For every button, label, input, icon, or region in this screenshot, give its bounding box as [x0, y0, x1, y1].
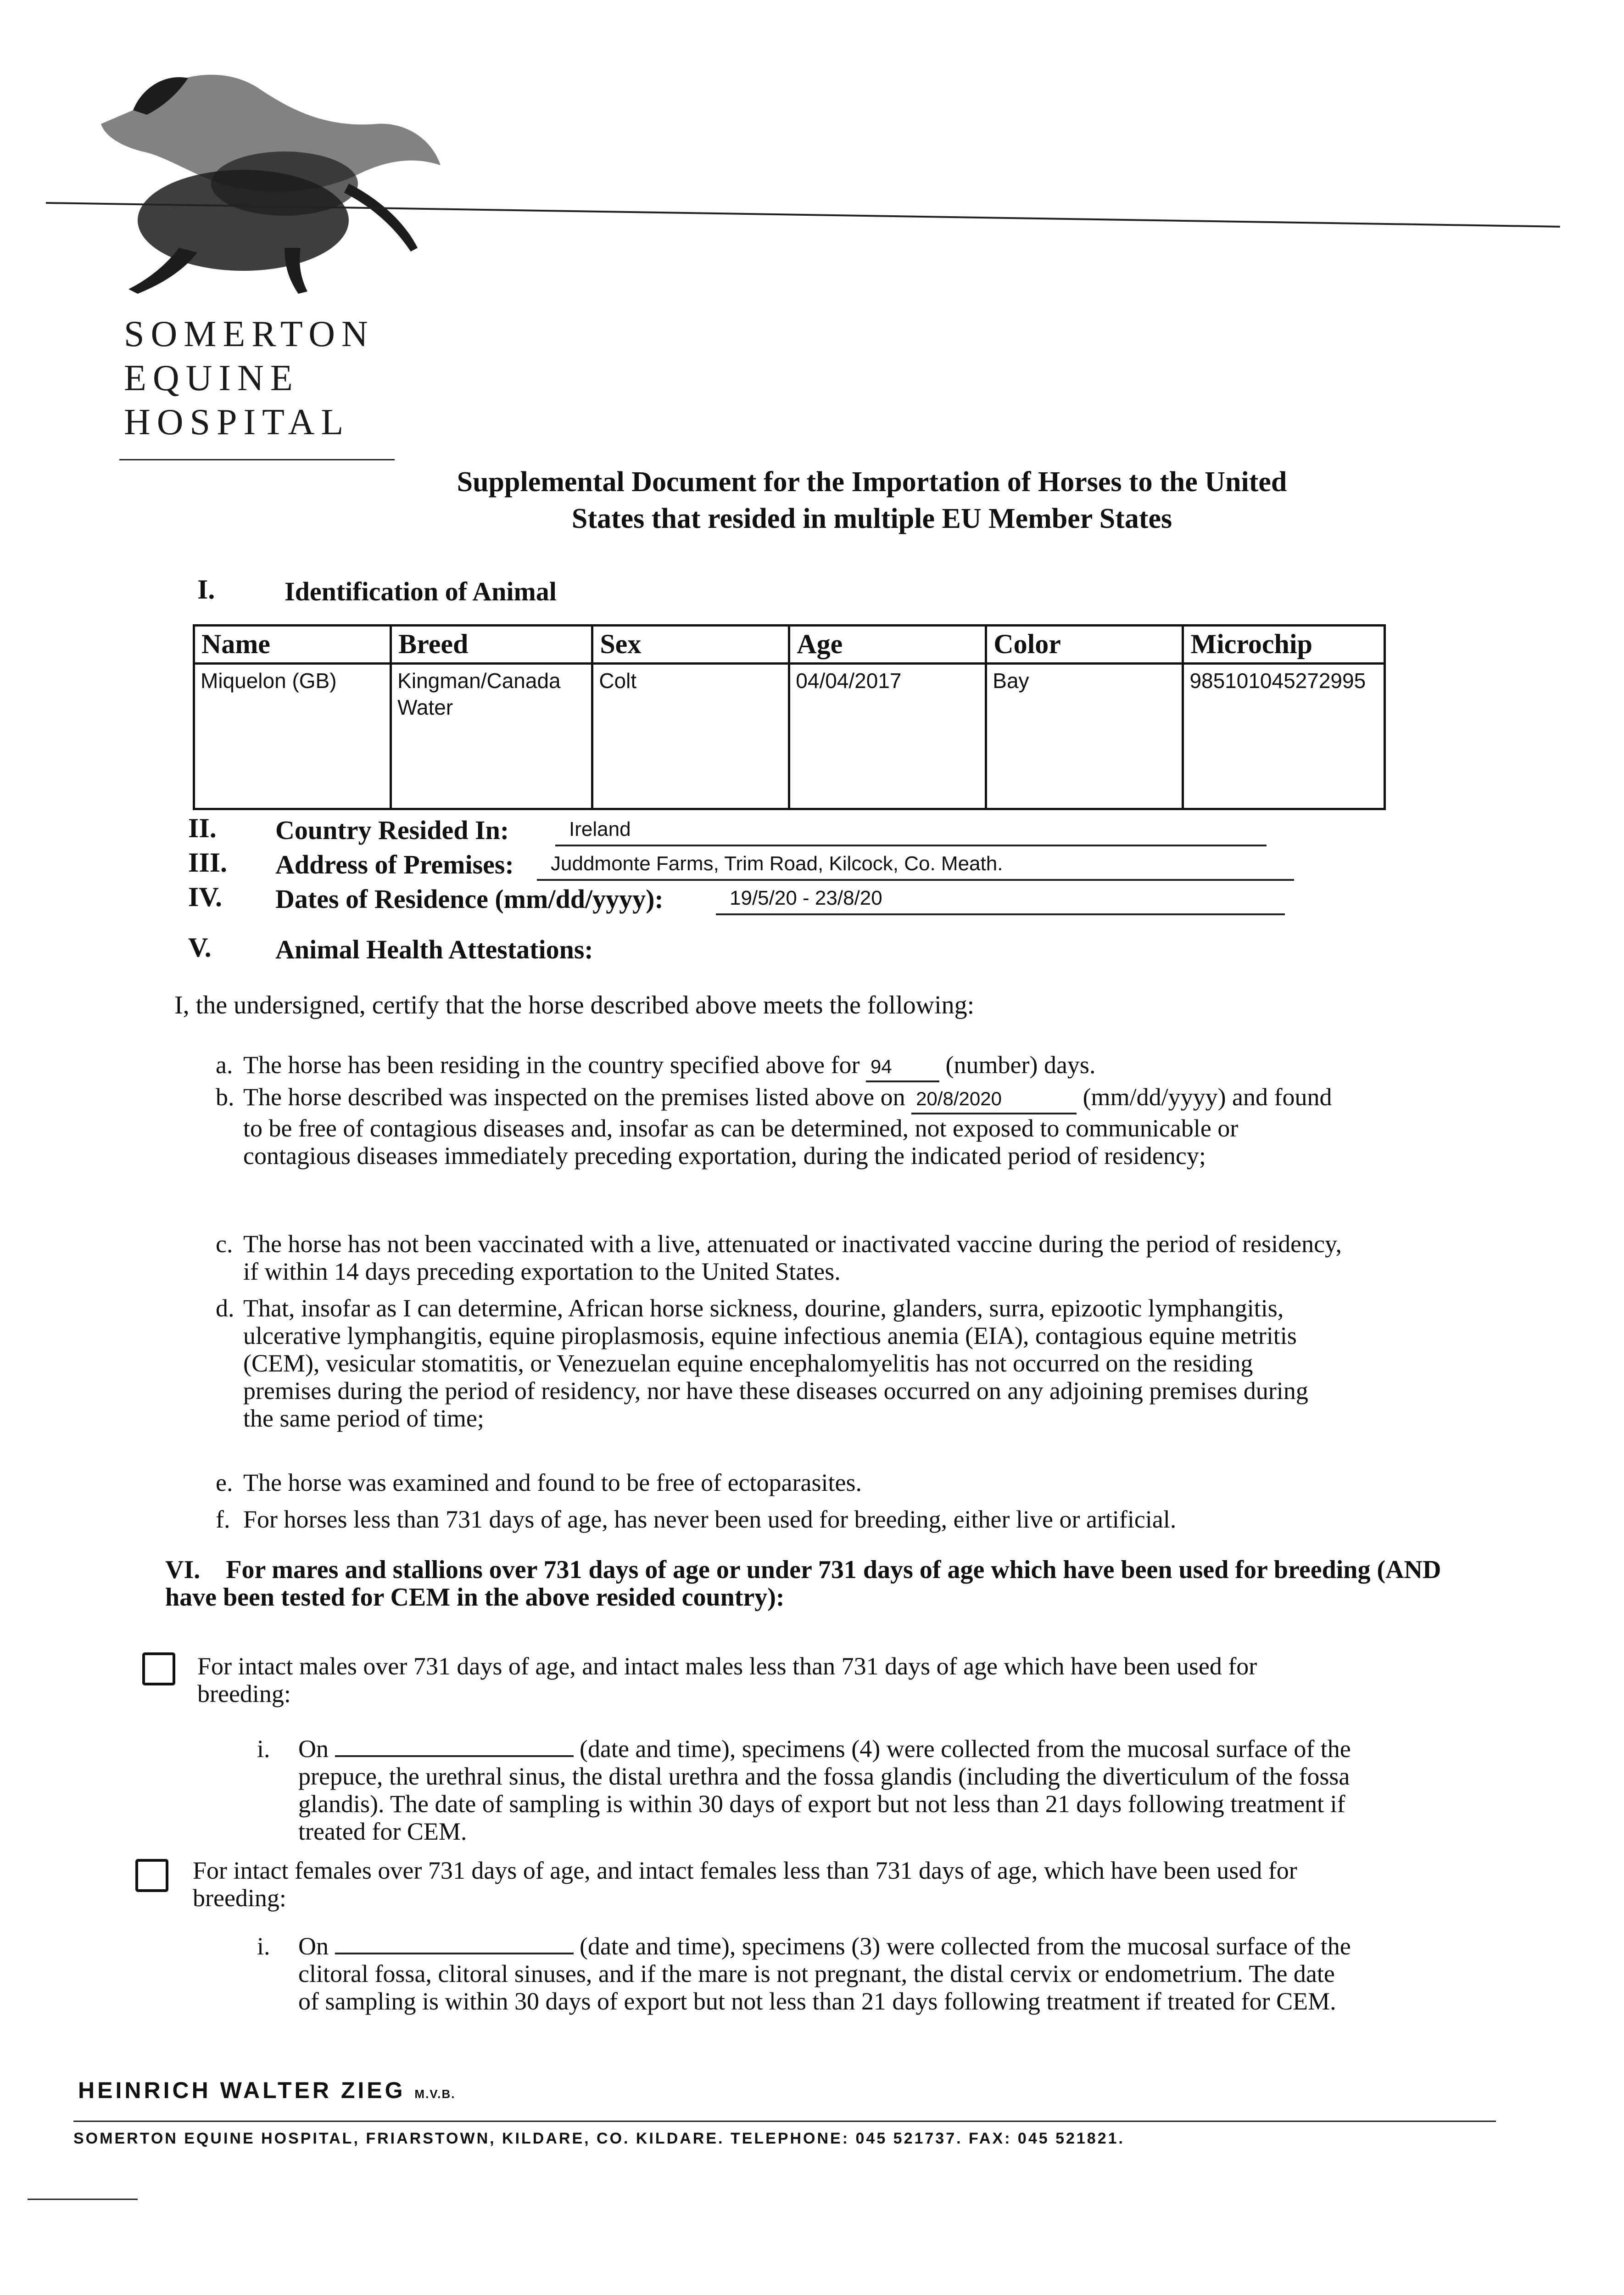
item-e-letter: e.	[216, 1469, 233, 1496]
inspection-date-field: 20/8/2020	[911, 1085, 1077, 1114]
logo-line-1: SOMERTON	[124, 314, 374, 354]
section-2-number: II.	[188, 813, 217, 843]
section-1-heading: Identification of Animal	[285, 577, 557, 606]
cell-age: 04/04/2017	[789, 664, 986, 809]
document-title	[275, 464, 1468, 537]
cell-sex: Colt	[592, 664, 789, 809]
item-e-text: The horse was examined and found to be free of ectoparasites.	[243, 1469, 862, 1496]
logo-line-3: HOSPITAL	[124, 402, 350, 442]
item-a-text-after: (number) days.	[945, 1051, 1096, 1079]
item-a-letter: a.	[216, 1051, 233, 1079]
attestation-a	[216, 1051, 1345, 1082]
item-b-text-after: (mm/dd/yyyy) and found to be free of contagious diseases and, insofar as can be determined, not exposed to communicable or contagious diseases immediately preceding exportation, during the indicated period of residency;	[243, 1083, 1332, 1170]
item-b-letter: b.	[216, 1083, 234, 1111]
col-header-microchip: Microchip	[1183, 626, 1385, 664]
col-header-color: Color	[986, 626, 1183, 664]
horse-logo-icon	[28, 46, 486, 303]
footer-address: SOMERTON EQUINE HOSPITAL, FRIARSTOWN, KILDARE, CO. KILDARE. TELEPHONE: 045 521737. FAX: 045 521821.	[73, 2130, 1125, 2147]
item-d-text: That, insofar as I can determine, African horse sickness, dourine, glanders, surra, epizootic lymphangitis, ulcerative lymphangitis, equine piroplasmosis, equine infectious anemia (EIA), contagious equine metritis (CEM), vesicular stomatitis, or Venezuelan equine encephalomyelitis has not occurred on the residing premises during the period of residency, nor have these diseases occurred on any adjoining premises during the same period of time;	[243, 1294, 1308, 1432]
females-item-i	[298, 1932, 1354, 2015]
country-field: Ireland	[555, 818, 1267, 846]
section-4-label: Dates of Residence (mm/dd/yyyy):	[275, 884, 664, 914]
section-1-number: I.	[197, 574, 215, 605]
females-item-text: (date and time), specimens (3) were collected from the mucosal surface of the clitoral fossa, clitoral sinuses, and if the mare is not pregnant, the distal cervix or endometrium. The date of sampling is within 30 days of export but not less than 21 days following treatment if treated for CEM.	[298, 1932, 1351, 2015]
address-field: Juddmonte Farms, Trim Road, Kilcock, Co. Meath.	[537, 852, 1294, 881]
females-date-field[interactable]	[335, 1953, 574, 1954]
section-3-label: Address of Premises:	[275, 850, 514, 879]
col-header-age: Age	[789, 626, 986, 664]
intact-females-checkbox[interactable]	[135, 1859, 168, 1892]
col-header-name: Name	[194, 626, 391, 664]
col-header-sex: Sex	[592, 626, 789, 664]
cell-microchip: 985101045272995	[1183, 664, 1385, 809]
days-field: 94	[866, 1053, 939, 1082]
item-f-text: For horses less than 731 days of age, has never been used for breeding, either live or artificial.	[243, 1506, 1177, 1533]
item-b-text-before: The horse described was inspected on the premises listed above on	[243, 1083, 905, 1111]
title-line-2: States that resided in multiple EU Member States	[571, 503, 1172, 534]
item-c-letter: c.	[216, 1230, 233, 1258]
item-c-text: The horse has not been vaccinated with a live, attenuated or inactivated vaccine during the period of residency, if within 14 days preceding exportation to the United States.	[243, 1230, 1342, 1285]
males-date-field[interactable]	[335, 1755, 574, 1757]
attestation-c	[216, 1230, 1345, 1285]
males-item-text: (date and time), specimens (4) were collected from the mucosal surface of the prepuce, the urethral sinus, the distal urethra and the fossa glandis (including the diverticulum of the fossa glandis). The date of sampling is within 30 days of export but not less than 21 days following treatment if treated for CEM.	[298, 1735, 1351, 1845]
logo-line-2: EQUINE	[124, 358, 299, 398]
section-4-number: IV.	[188, 882, 222, 912]
table-row	[194, 664, 1385, 809]
intact-males-checkbox[interactable]	[142, 1652, 175, 1685]
attestation-d	[216, 1294, 1345, 1432]
col-header-breed: Breed	[391, 626, 592, 664]
section-6-number: VI.	[165, 1556, 201, 1584]
section-2-label: Country Resided In:	[275, 815, 509, 845]
footer-divider	[73, 2121, 1496, 2122]
bottom-left-mark	[28, 2199, 138, 2200]
section-5-heading: Animal Health Attestations:	[275, 935, 593, 964]
section-6	[165, 1556, 1473, 1611]
section-5-number: V.	[188, 932, 212, 963]
logo-underline	[119, 459, 395, 460]
signature-text: HEINRICH WALTER ZIEG	[78, 2077, 406, 2103]
attestation-intro: I, the undersigned, certify that the horse described above meets the following:	[174, 991, 975, 1019]
attestation-f	[216, 1506, 1345, 1533]
cell-color: Bay	[986, 664, 1183, 809]
hospital-logo-text	[124, 312, 374, 444]
item-f-letter: f.	[216, 1506, 230, 1533]
females-text: For intact females over 731 days of age, and intact females less than 731 days of age, which have been used for breeding:	[193, 1857, 1297, 1912]
males-on-label: On	[298, 1735, 329, 1763]
signature-name	[78, 2077, 455, 2104]
table-header-row	[194, 626, 1385, 664]
attestation-b	[216, 1083, 1345, 1170]
section-6-heading: For mares and stallions over 731 days of age or under 731 days of age which have been used for breeding (AND have been tested for CEM in the above resided country):	[165, 1556, 1441, 1612]
cell-breed: Kingman/Canada Water	[391, 664, 592, 809]
section-3-number: III.	[188, 847, 228, 878]
cell-name: Miquelon (GB)	[194, 664, 391, 809]
females-on-label: On	[298, 1932, 329, 1960]
title-line-1: Supplemental Document for the Importation of Horses to the United	[457, 466, 1287, 498]
identification-table	[193, 624, 1386, 810]
attestation-e	[216, 1469, 1345, 1496]
item-d-letter: d.	[216, 1294, 234, 1322]
item-a-text-before: The horse has been residing in the country specified above for	[243, 1051, 860, 1079]
males-item-number: i.	[257, 1735, 270, 1763]
males-text: For intact males over 731 days of age, and intact males less than 731 days of age which have been used for breeding:	[197, 1652, 1257, 1707]
females-item-number: i.	[257, 1932, 270, 1960]
dates-field: 19/5/20 - 23/8/20	[716, 887, 1285, 915]
signature-suffix: M.V.B.	[414, 2087, 456, 2101]
males-item-i	[298, 1735, 1354, 1845]
